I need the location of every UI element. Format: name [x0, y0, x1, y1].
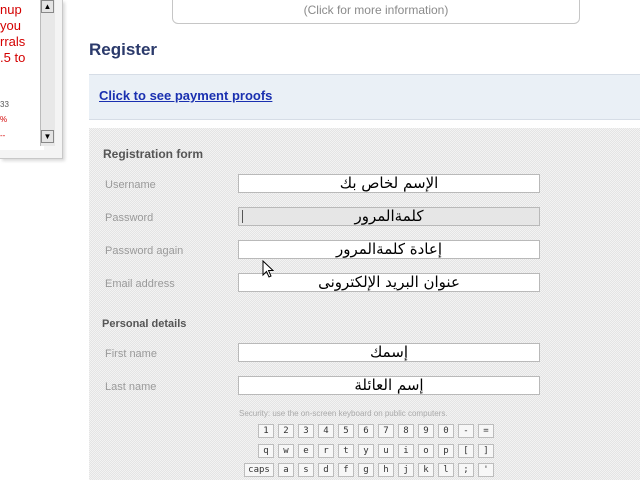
keyboard-key[interactable]: [: [458, 444, 474, 458]
last-name-field[interactable]: إسم العائلة: [238, 376, 540, 395]
keyboard-key[interactable]: e: [298, 444, 314, 458]
keyboard-key[interactable]: 3: [298, 424, 314, 438]
keyboard-key[interactable]: s: [298, 463, 314, 477]
scroll-up-arrow-icon[interactable]: ▲: [41, 0, 54, 13]
first-name-label: First name: [105, 348, 157, 360]
left-panel-small: %: [0, 115, 8, 124]
keyboard-key[interactable]: h: [378, 463, 394, 477]
keyboard-key[interactable]: u: [378, 444, 394, 458]
keyboard-key[interactable]: 8: [398, 424, 414, 438]
info-link[interactable]: (Click for more information): [303, 3, 449, 17]
payment-proofs-link[interactable]: Click to see payment proofs: [99, 88, 273, 103]
keyboard-key[interactable]: a: [278, 463, 294, 477]
page-title: Register: [89, 40, 158, 59]
keyboard-key[interactable]: f: [338, 463, 354, 477]
password-field[interactable]: [238, 207, 540, 226]
password-field-text: كلمةالمرور: [354, 207, 424, 225]
keyboard-key[interactable]: y: [358, 444, 374, 458]
username-field[interactable]: الإسم لخاص بك: [238, 174, 540, 193]
keyboard-key[interactable]: 4: [318, 424, 334, 438]
info-box[interactable]: [172, 0, 580, 24]
keyboard-key[interactable]: 0: [438, 424, 454, 438]
keyboard-key[interactable]: caps: [244, 463, 274, 477]
scroll-down-arrow-icon[interactable]: ▼: [41, 130, 54, 143]
password-again-label: Password again: [105, 245, 184, 257]
left-panel-text: [0, 0, 44, 150]
keyboard-key[interactable]: j: [398, 463, 414, 477]
keyboard-key[interactable]: g: [358, 463, 374, 477]
keyboard-key[interactable]: 2: [278, 424, 294, 438]
keyboard-key[interactable]: 9: [418, 424, 434, 438]
last-name-label: Last name: [105, 381, 157, 393]
left-panel-line: .5 to: [0, 50, 26, 65]
keyboard-key[interactable]: 5: [338, 424, 354, 438]
keyboard-key[interactable]: p: [438, 444, 454, 458]
left-panel-scrollbar[interactable]: [40, 0, 55, 146]
keyboard-key[interactable]: ;: [458, 463, 474, 477]
keyboard-key[interactable]: r: [318, 444, 334, 458]
keyboard-key[interactable]: k: [418, 463, 434, 477]
left-panel-line: rrals: [0, 34, 26, 49]
security-note: Security: use the on-screen keyboard on public computers.: [239, 409, 448, 418]
keyboard-key[interactable]: =: [478, 424, 494, 438]
keyboard-key[interactable]: ]: [478, 444, 494, 458]
left-panel-small: --: [0, 131, 6, 140]
keyboard-key[interactable]: o: [418, 444, 434, 458]
first-name-field[interactable]: إسمك: [238, 343, 540, 362]
keyboard-key[interactable]: q: [258, 444, 274, 458]
keyboard-key[interactable]: i: [398, 444, 414, 458]
keyboard-key[interactable]: -: [458, 424, 474, 438]
personal-details-title: Personal details: [102, 318, 187, 330]
registration-form: [89, 128, 640, 480]
mouse-pointer-icon: [262, 260, 274, 278]
form-title: Registration form: [103, 147, 204, 161]
keyboard-key[interactable]: d: [318, 463, 334, 477]
left-side-panel: [0, 0, 63, 159]
text-caret: [242, 210, 243, 223]
email-label: Email address: [105, 278, 175, 290]
left-panel-small: 33: [0, 100, 9, 109]
keyboard-key[interactable]: l: [438, 463, 454, 477]
keyboard-key[interactable]: ': [478, 463, 494, 477]
left-panel-line: you: [0, 18, 21, 33]
email-field[interactable]: عنوان البريد الإلكترونى: [238, 273, 540, 292]
password-again-field[interactable]: إعادة كلمةالمرور: [238, 240, 540, 259]
username-label: Username: [105, 179, 156, 191]
left-panel-line: nup: [0, 2, 22, 17]
keyboard-key[interactable]: 6: [358, 424, 374, 438]
keyboard-key[interactable]: 1: [258, 424, 274, 438]
payment-proofs-bar: [89, 74, 640, 120]
keyboard-key[interactable]: t: [338, 444, 354, 458]
password-label: Password: [105, 212, 154, 224]
keyboard-key[interactable]: w: [278, 444, 294, 458]
keyboard-key[interactable]: 7: [378, 424, 394, 438]
